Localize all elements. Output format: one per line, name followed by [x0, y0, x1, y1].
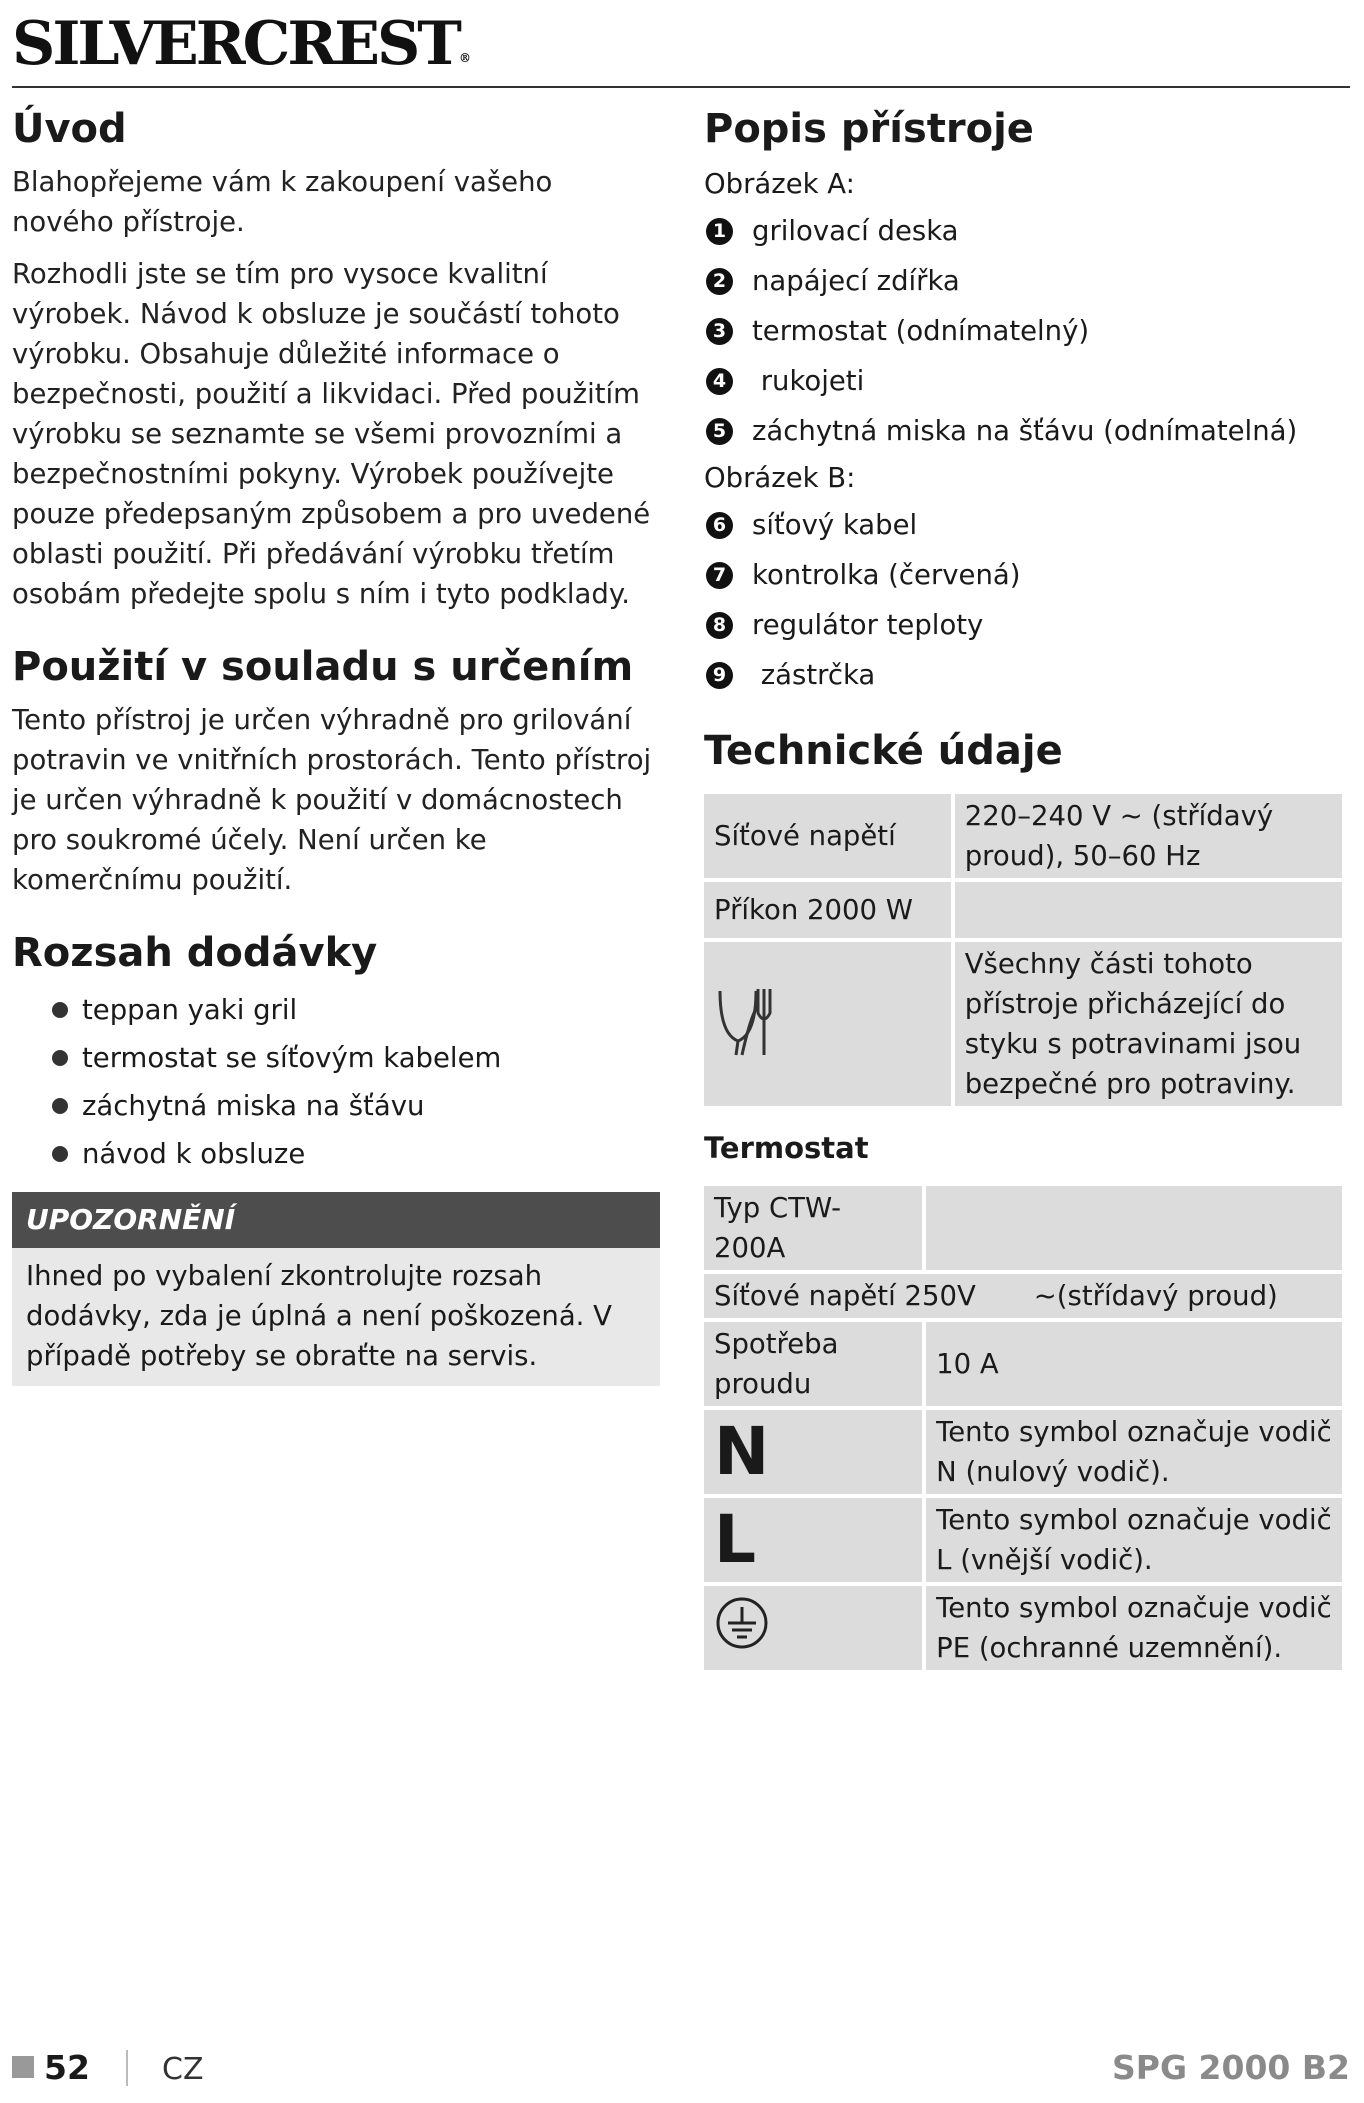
- ground-icon: [714, 1595, 770, 1651]
- part-label: kontrolka (červená): [752, 559, 1021, 591]
- part-label: napájecí zdířka: [752, 265, 960, 297]
- list-item: [704, 306, 1346, 356]
- table-cell: Příkon 2000 W: [704, 882, 951, 938]
- list-item: [704, 500, 1346, 550]
- part-label: termostat (odnímatelný): [752, 315, 1090, 347]
- figure-a-list: [704, 206, 1346, 456]
- left-column: [12, 96, 662, 1386]
- thermostat-table: [700, 1182, 1346, 1674]
- table-cell: [704, 1586, 922, 1670]
- right-column: [704, 96, 1346, 1674]
- neutral-symbol: N: [714, 1413, 770, 1490]
- figure-b-list: [704, 500, 1346, 700]
- thermostat-voltage-ac: ~(střídavý proud): [1033, 1280, 1278, 1312]
- table-cell: [704, 1498, 922, 1582]
- part-label: rukojeti: [752, 365, 865, 397]
- list-item: [704, 650, 1346, 700]
- intro-paragraph-2: Rozhodli jste se tím pro vysoce kvalitní výrobek. Návod k obsluze je součástí tohoto výrobku. Obsahuje důležité informace o bezpečnosti, použití a likvidaci. Před použitím výrobku se seznamte se všemi provozními a bezpečnostními pokyny. Výrobek používejte pouze předepsaným způsobem a pro uvedené oblasti použití. Při předávání výrobku třetím osobám předejte spolu s ním i tyto podklady.: [12, 258, 651, 610]
- table-row: [704, 1322, 1342, 1406]
- table-cell: [704, 1410, 922, 1494]
- part-number-badge: 5: [706, 418, 733, 445]
- part-number-badge: 4: [706, 368, 733, 395]
- list-item: [704, 206, 1346, 256]
- list-item: [704, 600, 1346, 650]
- usage-paragraph: Tento přístroj je určen výhradně pro grilování potravin ve vnitřních prostorách. Tento přístroj je určen výhradně k použití v domácnostech pro soukromé účely. Není určen ke komerčnímu použití.: [12, 704, 652, 896]
- table-cell: [704, 1274, 1342, 1318]
- part-number-badge: 1: [706, 218, 733, 245]
- list-item: [704, 550, 1346, 600]
- table-cell: Tento symbol označuje vodič N (nulový vodič).: [926, 1410, 1342, 1494]
- language-code: CZ: [162, 2052, 204, 2087]
- technical-table: [700, 790, 1346, 1110]
- food-safe-icon: [714, 979, 784, 1059]
- header-rule: [12, 86, 1350, 88]
- table-row: [704, 794, 1342, 878]
- live-symbol: L: [714, 1501, 757, 1578]
- usage-heading: Použití v souladu s určením: [12, 644, 634, 690]
- warning-box: [12, 1192, 660, 1386]
- brand-logo: [12, 6, 471, 82]
- table-cell: Tento symbol označuje vodič PE (ochranné uzemnění).: [926, 1586, 1342, 1670]
- part-number-badge: 3: [706, 318, 733, 345]
- table-cell: Všechny části tohoto přístroje přicházející do styku s potravinami jsou bezpečné pro potraviny.: [955, 942, 1342, 1106]
- page-number: 52: [44, 2048, 90, 2087]
- list-item: [704, 406, 1346, 456]
- trademark-symbol: ®: [458, 51, 471, 65]
- description-heading: Popis přístroje: [704, 106, 1034, 152]
- part-number-badge: 7: [706, 562, 733, 589]
- table-row: [704, 1586, 1342, 1670]
- table-cell: [955, 882, 1342, 938]
- list-item: návod k obsluze: [52, 1130, 662, 1178]
- warning-title: UPOZORNĚNÍ: [12, 1192, 660, 1248]
- table-row: [704, 1410, 1342, 1494]
- footer-square: [12, 2056, 34, 2078]
- table-cell: Spotřeba proudu: [704, 1322, 922, 1406]
- table-row: [704, 1274, 1342, 1318]
- table-row: [704, 882, 1342, 938]
- brand-name: SILVERCREST: [12, 9, 459, 79]
- delivery-list: [12, 986, 662, 1178]
- figure-a-label: Obrázek A:: [704, 168, 855, 200]
- table-cell: 10 A: [926, 1322, 1342, 1406]
- table-cell: 220–240 V ~ (střídavý proud), 50–60 Hz: [955, 794, 1342, 878]
- list-item: [704, 256, 1346, 306]
- part-label: síťový kabel: [752, 509, 918, 541]
- table-row: [704, 942, 1342, 1106]
- part-number-badge: 6: [706, 512, 733, 539]
- part-number-badge: 2: [706, 268, 733, 295]
- list-item: teppan yaki gril: [52, 986, 662, 1034]
- list-item: [704, 356, 1346, 406]
- part-label: regulátor teploty: [752, 609, 984, 641]
- part-label: záchytná miska na šťávu (odnímatelná): [752, 415, 1298, 447]
- table-row: [704, 1186, 1342, 1270]
- list-item: termostat se síťovým kabelem: [52, 1034, 662, 1082]
- part-number-badge: 8: [706, 612, 733, 639]
- figure-b-label: Obrázek B:: [704, 462, 856, 494]
- part-number-badge: 9: [706, 662, 733, 689]
- thermostat-voltage: Síťové napětí 250V: [714, 1280, 976, 1312]
- table-cell: Typ CTW-200A: [704, 1186, 922, 1270]
- footer-divider: [126, 2050, 128, 2086]
- list-item: záchytná miska na šťávu: [52, 1082, 662, 1130]
- model-number: SPG 2000 B2: [1112, 2048, 1350, 2087]
- delivery-heading: Rozsah dodávky: [12, 930, 378, 976]
- table-cell: Síťové napětí: [704, 794, 951, 878]
- part-label: zástrčka: [752, 659, 876, 691]
- table-cell: [704, 942, 951, 1106]
- technical-heading: Technické údaje: [704, 728, 1063, 774]
- table-cell: [926, 1186, 1342, 1270]
- thermostat-heading: Termostat: [704, 1131, 869, 1165]
- table-cell: Tento symbol označuje vodič L (vnější vodič).: [926, 1498, 1342, 1582]
- intro-paragraph-1: Blahopřejeme vám k zakoupení vašeho nového přístroje.: [12, 166, 553, 238]
- warning-text: Ihned po vybalení zkontrolujte rozsah dodávky, zda je úplná a není poškozená. V případě potřeby se obraťte na servis.: [12, 1248, 660, 1386]
- table-row: [704, 1498, 1342, 1582]
- intro-heading: Úvod: [12, 106, 127, 152]
- part-label: grilovací deska: [752, 215, 959, 247]
